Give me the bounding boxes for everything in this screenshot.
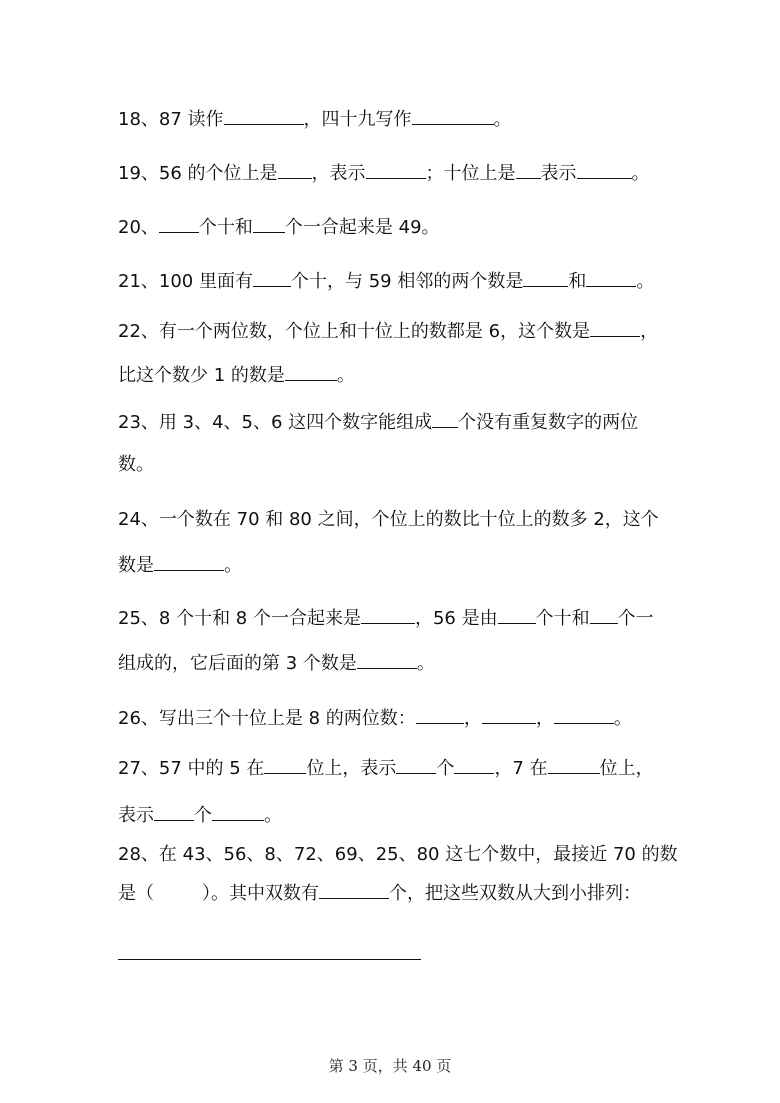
- question-24: [118, 508, 659, 532]
- q25-text-d: 个一: [617, 608, 654, 629]
- q27-blank-4[interactable]: [548, 755, 600, 774]
- q27-text-a: 27、57 中的 5 在: [118, 758, 265, 779]
- q22-text-b: ，: [640, 321, 659, 342]
- q22-text-a: 22、有一个两位数，个位上和十位上的数都是 6，这个数是: [118, 321, 591, 342]
- question-22: [118, 318, 658, 344]
- q26-blank-3[interactable]: [554, 705, 614, 724]
- q21-blank-2[interactable]: [523, 268, 568, 287]
- q26-text-c: ，: [535, 708, 554, 729]
- q18-text-a: 18、87 读作: [118, 109, 224, 130]
- q26-text-d: 。: [613, 708, 632, 729]
- q24-blank-1[interactable]: [154, 552, 224, 571]
- q23-text-a: 23、用 3、4、5、6 这四个数字能组成: [118, 412, 433, 433]
- q25-blank-2[interactable]: [498, 605, 536, 624]
- q25-blank-3[interactable]: [590, 605, 618, 624]
- q19-blank-1[interactable]: [278, 160, 312, 179]
- q18-text-c: 。: [493, 109, 512, 130]
- q25-text-e: 组成的，它后面的第 3 个数是: [118, 653, 357, 674]
- q24-text-c: 。: [224, 555, 242, 576]
- q19-text-c: ；十位上是: [425, 163, 516, 184]
- q20-blank-1[interactable]: [159, 214, 199, 233]
- question-23: [118, 409, 638, 435]
- q20-text-c: 个一合起来是 49。: [284, 217, 440, 238]
- question-22-cont: [118, 362, 355, 388]
- q24-text-b: 数是: [118, 555, 154, 576]
- q27-text-h: 。: [264, 805, 282, 826]
- q27-text-d: ，7 在: [494, 758, 548, 779]
- page-footer: 第 3 页，共 40 页: [328, 1057, 452, 1075]
- q20-text-b: 个十和: [198, 217, 253, 238]
- q20-blank-2[interactable]: [253, 214, 285, 233]
- q18-blank-2[interactable]: [412, 106, 494, 125]
- q25-blank-1[interactable]: [361, 605, 415, 624]
- q19-text-a: 19、56 的个位上是: [118, 163, 278, 184]
- q23-text-b: 个没有重复数字的两位: [458, 412, 639, 433]
- question-28-cont: [118, 880, 641, 906]
- question-27-cont: [118, 802, 282, 828]
- question-18: [118, 106, 512, 132]
- q21-text-c: 和: [568, 271, 587, 292]
- question-26: [118, 705, 632, 731]
- q21-text-a: 21、100 里面有: [118, 271, 253, 292]
- q23-blank-1[interactable]: [432, 409, 458, 428]
- q27-text-f: 表示: [118, 805, 154, 826]
- q26-text-b: ，: [463, 708, 482, 729]
- q27-text-c: 个: [436, 758, 455, 779]
- question-23-cont: [118, 453, 154, 477]
- q19-text-b: ，表示: [311, 163, 366, 184]
- question-21: [118, 268, 654, 294]
- question-25: [118, 605, 654, 631]
- q19-blank-2[interactable]: [366, 160, 426, 179]
- q26-blank-1[interactable]: [416, 705, 464, 724]
- question-20: [118, 214, 440, 240]
- question-28: [118, 843, 678, 867]
- q20-text-a: 20、: [118, 217, 159, 238]
- q21-blank-3[interactable]: [586, 268, 636, 287]
- q21-blank-1[interactable]: [253, 268, 291, 287]
- q27-text-b: 位上，表示: [306, 758, 397, 779]
- q27-text-g: 个: [194, 805, 212, 826]
- q25-text-a: 25、8 个十和 8 个一合起来是: [118, 608, 361, 629]
- q26-text-a: 26、写出三个十位上是 8 的两位数：: [118, 708, 416, 729]
- q24-text-a: 24、一个数在 70 和 80 之间，个位上的数比十位上的数多 2，这个: [118, 509, 659, 530]
- q28-text-b: 是（: [118, 883, 154, 904]
- q27-blank-5[interactable]: [154, 802, 194, 821]
- q22-blank-2[interactable]: [285, 362, 337, 381]
- q28-text-c: ）。其中双数有: [202, 883, 319, 904]
- q18-blank-1[interactable]: [224, 106, 304, 125]
- q25-blank-4[interactable]: [357, 650, 417, 669]
- q22-text-c: 比这个数少 1 的数是: [118, 365, 285, 386]
- q21-text-d: 。: [636, 271, 655, 292]
- question-19: [118, 160, 650, 186]
- q27-blank-2[interactable]: [396, 755, 436, 774]
- q19-text-d: 表示: [540, 163, 577, 184]
- q27-blank-6[interactable]: [212, 802, 264, 821]
- question-25-cont: [118, 650, 435, 676]
- q23-text-c: 数。: [118, 454, 154, 475]
- q25-text-b: ，56 是由: [414, 608, 498, 629]
- q18-text-b: ，四十九写作: [303, 109, 412, 130]
- q26-blank-2[interactable]: [482, 705, 536, 724]
- q21-text-b: 个十，与 59 相邻的两个数是: [290, 271, 524, 292]
- q28-answer-line[interactable]: [118, 959, 421, 960]
- q28-text-d: 个，把这些双数从大到小排列：: [389, 883, 641, 904]
- q28-blank-1[interactable]: [319, 880, 389, 899]
- q25-text-f: 。: [416, 653, 435, 674]
- q27-blank-3[interactable]: [454, 755, 494, 774]
- q19-text-e: 。: [631, 163, 650, 184]
- question-27: [118, 755, 654, 781]
- q27-text-e: 位上，: [599, 758, 654, 779]
- q22-text-d: 。: [336, 365, 355, 386]
- q19-blank-4[interactable]: [577, 160, 632, 179]
- question-24-cont: [118, 552, 242, 578]
- q19-blank-3[interactable]: [516, 160, 541, 179]
- q22-blank-1[interactable]: [590, 318, 640, 337]
- q25-text-c: 个十和: [535, 608, 590, 629]
- q27-blank-1[interactable]: [264, 755, 306, 774]
- q28-text-a: 28、在 43、56、8、72、69、25、80 这七个数中，最接近 70 的数: [118, 844, 678, 865]
